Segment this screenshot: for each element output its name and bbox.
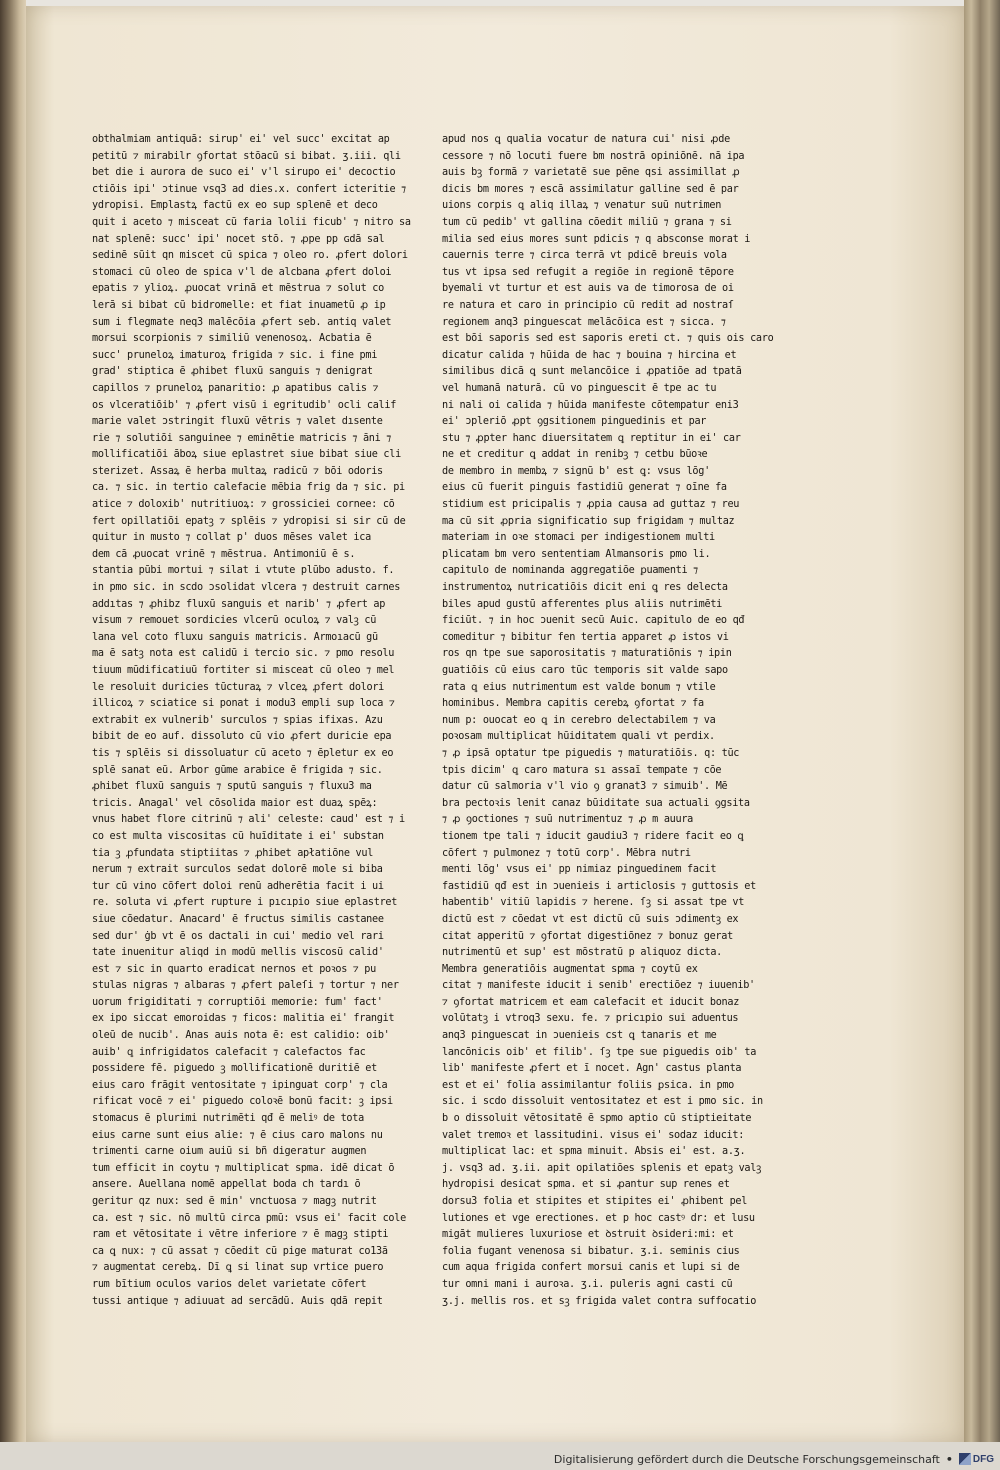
text-line: anq3 pinguescat in ɔuenieis cst ꝗ tanaris et me [442, 1030, 717, 1042]
text-line: nat splenē: succ' ipi' nocet stō. ⁊ ꝓpe pp ɢdā sal [92, 233, 385, 245]
text-line: ma cū sit ꝓpria significatio sup frigidam ⁊ multaz [442, 515, 735, 527]
text-line: citat apperitū ⁊ ꝯfortat digestiōnez ⁊ bonuz gerat [442, 930, 733, 942]
text-line: citat ⁊ manifeste iducit i senib' erectiōez ⁊ iuuenib' [442, 980, 755, 992]
text-line: rie ⁊ solutiōi sanguinee ⁊ eminētie matricis ⁊ āni ⁊ [92, 432, 392, 444]
text-line: atice ⁊ doloxib' nutritiuoꝝ: ⁊ grossiciei cornee: cō [92, 499, 395, 511]
text-line: sterizet. Assaꝝ ē herba multaꝝ radicū ⁊ bōi odoris [92, 465, 383, 477]
text-line: trimenti carne oium auiū si bñ digeratur augmen [92, 1146, 367, 1158]
text-line: cauernis terre ⁊ circa terrā vt pdicē breuis vola [442, 250, 727, 262]
text-line: tiuum mūdificatiuū fortiter si misceat cū oleo ⁊ mel [92, 665, 395, 676]
text-line: ⁊ augmentat cerebꝝ. Dī ꝗ si linat sup vrtice puero [92, 1262, 384, 1274]
dfg-logo [959, 1453, 994, 1465]
funding-credit: Digitalisierung gefördert durch die Deutsche Forschungsgemeinschaft [553, 1452, 940, 1466]
text-line: j. vsq3 ad. ʒ.ii. apit opilatiōes splenis et epatꝫ valꝫ [442, 1162, 761, 1174]
text-line: bet die i aurora de suco ei' v'l sirupo ei' decoctio [92, 167, 396, 179]
dfg-logo-icon [959, 1453, 971, 1465]
text-line: stomacus ē plurimi nutrimēti qđ ē meliꝰ de tota [92, 1113, 364, 1125]
text-line: est et ei' folia assimilantur foliis ꝑsica. in pmo [442, 1079, 735, 1091]
text-line: cessore ⁊ nō locuti fuere bm nostrā opiniōnē. nā ipa [442, 150, 745, 162]
text-line: ei' ɔpleriō ꝓpt ꝯgsitionem pinguedinis et par [442, 416, 707, 428]
text-line: comeditur ⁊ bibitur fen tertia apparet ꝓ istos vi [442, 631, 729, 643]
text-line: morsui scorpionis ⁊ similiū venenosoꝝ. Acbatia ē [92, 333, 372, 345]
text-line: fastidiū qđ est in ɔuenieis i articlosis ⁊ guttosis et [442, 880, 756, 892]
text-line: eius carne sunt eius alie: ⁊ ē cius caro malons nu [92, 1129, 383, 1141]
text-line: tis ⁊ splēis si dissoluatur cū aceto ⁊ ēpletur ex eo [92, 747, 394, 759]
text-line: sed dur' ġb vt ē os dactali in cui' medio vel rari [92, 930, 384, 942]
text-line: mollificatiōi āboꝝ siue eplastret siue bibat siue cli [92, 449, 401, 461]
text-line: stidium est pricipalis ⁊ ꝓpia causa ad guttaz ⁊ reu [442, 499, 740, 511]
text-line: os vlceratiōib' ⁊ ꝓfert visū i egritudib' ocli calif [92, 399, 397, 411]
text-line: lerā si bibat cū bidromelle: et fiat inuametū ꝓ ip [92, 299, 386, 311]
text-line: dicatur calida ⁊ hūida de hac ⁊ bouina ⁊ hircina et [442, 349, 737, 361]
text-line: stu ⁊ ꝓpter hanc diuersitatem ꝗ reptitur in ei' car [442, 432, 741, 444]
text-line: tricis. Anagal' vel cōsolida maior est duaꝝ spēꝝ: [92, 797, 378, 809]
text-line: lutiones et vge erectiones. et p hoc castꝰ dr: et lusu [442, 1212, 755, 1224]
left-page-edge [0, 0, 26, 1450]
text-line: tum efficit in coytu ⁊ multiplicat spma. idē dicat ō [92, 1162, 395, 1174]
text-line: ma ē satꝫ nota est calidū i tercio sic. ⁊ pmo resolu [92, 648, 395, 660]
text-line: splē sanat eū. Arbor gūme arabice ē frigida ⁊ sic. [92, 764, 383, 776]
text-line: tate inuenitur aliqd in modū mellis viscosū calid' [92, 947, 384, 959]
text-line: ca ꝗ nux: ⁊ cū assat ⁊ cōedit cū pige maturat co13ā [92, 1245, 388, 1257]
text-line: obthalmiam antiquā: sirup' ei' vel succ' excitat ap [92, 134, 390, 145]
text-line: bibit de eo auf. dissoluto cū vio ꝓfert duricie epa [92, 731, 392, 743]
text-line: lana vel coto fluxu sanguis matricis. Armoıacū gū [92, 631, 378, 643]
text-line: visum ⁊ remouet sordicies vlcerū oculoꝝ ⁊ valꝫ cū [92, 615, 377, 627]
text-line: valet tremoꝛ et lassitudini. visus ei' sodaz iducit: [442, 1129, 745, 1141]
text-line: ⁊ ꝓ ipsā optatur tpe piguedis ⁊ maturatiōis. q: tūc [442, 747, 740, 759]
text-column-right [442, 132, 774, 1307]
text-line: est bōi saporis sed est saporis ereti ct. ⁊ quis ois caro [442, 333, 774, 345]
text-line: nutrimentū et sup' est mōstratū p aliquoz dicta. [442, 947, 723, 959]
text-line: est ⁊ sic in quarto eradicat nernos et poꝛos ⁊ pu [92, 963, 376, 975]
text-line: siue cōedatur. Anacard' ē fructus similis castanee [92, 913, 384, 925]
text-line: marie valet ɔstringit fluxū vētris ⁊ valet dısente [92, 416, 383, 428]
text-line: b o dissoluit vētositatē ē spmo aptio cū stiptieitate [442, 1113, 752, 1125]
text-line: fert opillatiōi epatꝫ ⁊ splēis ⁊ ydropisi si sir cū de [92, 515, 406, 527]
text-line: tpis dicim' ꝗ caro matura sı assaī tempate ⁊ cōe [442, 764, 722, 776]
text-line: uions corpis ꝗ aliq illaꝝ ⁊ venatur suū nutrimen [442, 200, 722, 212]
text-line: tum cū pedib' vt gallina cōedit miliū ⁊ grana ⁊ si [442, 216, 732, 228]
text-line: apud nos ꝗ qualia vocatur de natura cui' nisi ꝓde [442, 134, 730, 145]
text-line: volūtatꝫ i vtroq3 sexu. fe. ⁊ pricıpio sui aduentus [442, 1013, 739, 1025]
text-line: lib' manifeste ꝓfert et ī nocet. Agn' castus planta [442, 1063, 742, 1075]
text-line: sum i flegmate neq3 malēcōia ꝓfert seb. antiq valet [92, 316, 392, 328]
text-line: ficiūt. ⁊ in hoc ɔuenit secū Auic. capitulo de eo qđ [442, 615, 745, 627]
text-line: ne et creditur ꝗ addat in renibꝫ ⁊ cetbu būoꝛe [442, 449, 708, 461]
text-line: tia ꝫ ꝓfundata stiptiitas ⁊ ꝓhibet apłatiōne vul [92, 847, 374, 859]
text-line: capitulo de nominanda aggregatiōe ꝑuamenti ⁊ [442, 565, 698, 577]
text-line: vel humanā naturā. cū vo pinguescit ē tpe ac tu [442, 382, 717, 394]
text-line: materiam in oꝛe stomaci per indigestionem multi [442, 532, 715, 544]
text-line: vnus habet flore citrinū ⁊ ali' celeste: caud' est ⁊ i [92, 814, 405, 826]
text-line: instrumentoꝝ nutricatiōis dicit eni ꝗ res delecta [442, 582, 728, 594]
text-line: ⁊ ꝓ ꝯoctiones ⁊ suū nutrimentuz ⁊ ꝓ m auura [442, 814, 693, 826]
text-line: grad' stiptica ē ꝓhibet fluxū sanguis ⁊ denigrat [92, 366, 373, 378]
text-line: ansere. Auellana nomē appellat boda ch tardı ō [92, 1179, 361, 1191]
text-line: cōfert ⁊ pulmonez ⁊ totū corp'. Mēbra nutri [442, 847, 691, 859]
text-line: eius caro frāgit ventositate ⁊ ipinguat corp' ⁊ cla [92, 1079, 388, 1091]
text-line: similibus dicā ꝗ sunt melancōice i ꝓpatiōe ad tpatā [442, 366, 742, 378]
text-line: illicoꝝ ⁊ sciatice si ponat i modu3 empli sup loca ⁊ [92, 698, 395, 710]
text-line: uorum frigiditati ⁊ corruptiōi memorie: fum' fact' [92, 996, 383, 1008]
text-line: auis bꝫ formā ⁊ varietatē sue pēne qsi assimillat ꝓ [442, 167, 740, 179]
text-line: de membro in membꝝ ⁊ signū b' est ꝗ: vsus lōg' [442, 465, 710, 477]
text-line: hominibus. Membra capitis cerebꝝ ꝯfortat ⁊ fa [442, 698, 704, 710]
text-line: le resoluit duricies tūcturaꝝ ⁊ vlceꝝ ꝓfert dolori [92, 681, 385, 693]
text-line: tionem tpe tali ⁊ iducit gaudiu3 ⁊ ridere facit eo ꝗ [442, 830, 744, 842]
text-line: auib' ꝗ infrigidatos calefacit ⁊ calefactos fac [92, 1046, 366, 1058]
text-line: tussi antique ⁊ adiuuat ad sercādū. Auis qdā repit [92, 1295, 383, 1307]
text-line: tus vt ipsa sed refugit a regiōe in regionē tēpore [442, 266, 734, 278]
text-line: habentib' vitiū lapidis ⁊ herene. ſꝫ si assat tpe vt [442, 897, 745, 909]
text-line: ca. ⁊ sic. in tertio calefacie mēbia frig da ⁊ sic. pi [92, 482, 405, 494]
text-line: re natura et caro in principio cū redit ad nostraſ [442, 299, 734, 311]
text-line: addıtas ⁊ ꝓhibz fluxū sanguis et narib' ⁊ ꝓfert ap [92, 598, 386, 610]
text-line: stantia pūbi mortui ⁊ silat i vtute plūbo adusto. f. [92, 565, 395, 577]
text-line: geritur qz nux: sed ē min' vnctuosa ⁊ magꝫ nutrit [92, 1196, 377, 1207]
text-line: dicis bm mores ⁊ escā assimilatur galline sed ē par [442, 183, 739, 195]
text-line: ʒ.j. mellis ros. et sꝫ frigida valet contra suffocatio [442, 1295, 757, 1307]
text-line: plicatam bm vero sententiam Almansoris pmo li. [442, 548, 711, 560]
text-line: sic. i scdo dissoluit ventositatez et est i pmo sic. in [442, 1096, 763, 1108]
text-line: tur omni mani i auroꝛa. ʒ.i. puleris agni casti cū [442, 1278, 733, 1290]
text-column-left [92, 132, 422, 1307]
text-line: ⁊ ꝯfortat matricem et eam calefacit et iducit bonaz [442, 996, 740, 1008]
text-line: milia sed eius mores sunt pdicis ⁊ q absconse morat i [442, 233, 751, 245]
text-line: biles apud gustū afferentes plus aliis nutrimēti [442, 598, 723, 610]
text-line: ydropisi. Emplastꝝ factū ex eo sup splenē et deco [92, 200, 378, 212]
text-line: guatiōis cū eius caro tūc temporis sit valde sapo [442, 665, 728, 676]
text-line: quitur in musto ⁊ collat p' duos mēses valet ica [92, 532, 371, 544]
text-line: poꝛosam multiplicat hūiditatem quali vt perdix. [442, 731, 715, 743]
text-line: re. soluta vi ꝓfert rupture i pıcıpio siue eplastret [92, 897, 398, 909]
text-line: ex ipo siccat emoroidas ⁊ ficos: malitia ei' frangit [92, 1013, 395, 1025]
text-line: lancōnicis oib' et filib'. ſꝫ tpe sue piguedis oib' ta [442, 1046, 757, 1058]
text-line: eius cū fuerit pinguis fastidiū generat ⁊ oīne fa [442, 482, 727, 494]
text-line: petitū ⁊ mirabilr ꝯfortat stōacū si bibat. ʒ.iii. qli [92, 150, 401, 162]
text-line: dem cā ꝓuocat vrinē ⁊ mēstrua. Antimoniū ē s. [92, 548, 356, 560]
digitization-footer [0, 1448, 1000, 1470]
text-line: rum bītium oculos varios delet varietate cōfert [92, 1278, 367, 1290]
right-page-edge [964, 0, 1000, 1450]
text-line: sedinē sūit qn miscet cū spica ⁊ oleo ro. ꝓfert dolori [92, 250, 408, 262]
text-line: quit i aceto ⁊ misceat cū faria lolii ficub' ⁊ nitro sa [92, 216, 411, 228]
text-line: possidere fē. piguedo ꝫ mollificationē duritiē et [92, 1063, 377, 1075]
text-line: rata ꝗ eius nutrimentum est valde bonum ⁊ vtile [442, 681, 716, 693]
text-line: bra pectoꝛis lenit canaz būiditate sua actuali ꝯgsita [442, 797, 750, 809]
text-line: ctiōis ipi' ɔtinue vsq3 ad dies.x. confert icteritie ⁊ [92, 183, 406, 195]
text-line: stulas nigras ⁊ albaras ⁊ ꝓfert paleſi ⁊ tortur ⁊ ner [92, 980, 399, 992]
text-line: Membra generatiōis augmentat spma ⁊ coytū ex [442, 963, 698, 975]
text-line: tur cū vino cōfert doloi renū adherētia facit i ui [92, 880, 384, 892]
text-line: succ' pruneloꝝ imaturoꝝ frigida ⁊ sic. i fine pmi [92, 349, 378, 361]
text-line: regionem anq3 pinguescat melācōica est ⁊ sicca. ⁊ [442, 316, 726, 328]
text-line: ꝓhibet fluxū sanguis ⁊ sputū sanguis ⁊ fluxu3 ma [92, 781, 372, 793]
text-line: cum aqua frigida confert morsui canis et lupi si de [442, 1262, 740, 1274]
text-line: multiplicat lac: et spma minuit. Absis ei' est. a.ʒ. [442, 1146, 746, 1158]
text-line: stomaci cū oleo de spica v'l de alcbana ꝓfert doloi [92, 266, 392, 278]
text-line: in pmo sic. in scdo ɔsolidat vlcera ⁊ destruit carnes [92, 582, 401, 594]
text-line: byemali vt turtur et est auis va de timorosa de oi [442, 283, 734, 295]
text-line: migāt mulieres luxuriose et ꝺstruit ꝺsideri:mi: et [442, 1229, 734, 1241]
text-line: folia fugant venenosa si bibatur. ʒ.i. seminis cius [442, 1245, 740, 1257]
text-line: datur cū salmoria v'l vio ꝯ granat3 ⁊ simuib'. Mē [442, 781, 728, 793]
text-line: menti lōg' vsus ei' pp nimiaz pinguedinem facit [442, 864, 717, 876]
text-line: hydropisi desicat spma. et si ꝓantur sup renes et [442, 1179, 730, 1191]
text-line: ca. est ⁊ sic. nō multū circa pmū: vsus ei' facit cole [92, 1212, 406, 1224]
text-line: nerum ⁊ extrait surculos sedat dolorē mole si biba [92, 864, 383, 876]
text-line: rificat vocē ⁊ ei' piguedo coloꝛē bonū facit: ꝫ ipsi [92, 1096, 393, 1108]
footer-separator: • [945, 1452, 953, 1466]
text-line: num p: ouocat eo ꝗ in cerebro delectabilem ⁊ va [442, 714, 716, 726]
text-line: dictū est ⁊ cōedat vt est dictū cū suis ɔdimentꝫ ex [442, 913, 739, 925]
text-line: oleū de nucib'. Anas auis nota ē: est calidio: oib' [92, 1030, 390, 1042]
text-line: ni nali oi calida ⁊ hūida manifeste cōtempatur eni3 [442, 399, 739, 411]
dfg-logo-text: DFG [972, 1453, 994, 1465]
text-line: ros qn tpe sue saporositatis ⁊ maturatiōnis ⁊ ipin [442, 648, 732, 660]
text-line: ram et vētositate i vētre inferiore ⁊ ē magꝫ stipti [92, 1229, 389, 1241]
text-line: extrabit ex vulnerib' surculos ⁊ spias ifixas. Azu [92, 714, 383, 726]
text-line: capillos ⁊ pruneloꝝ panaritio: ꝓ apatibus calis ⁊ [92, 382, 379, 394]
text-line: epatis ⁊ ylioꝝ. ꝓuocat vrinā et mēstrua ⁊ solut co [92, 283, 384, 295]
text-line: co est multa viscositas cū huīditate i ei' substan [92, 830, 384, 842]
text-line: dorsu3 folia et stipites et stipites ei' ꝓhibent pel [442, 1196, 748, 1207]
